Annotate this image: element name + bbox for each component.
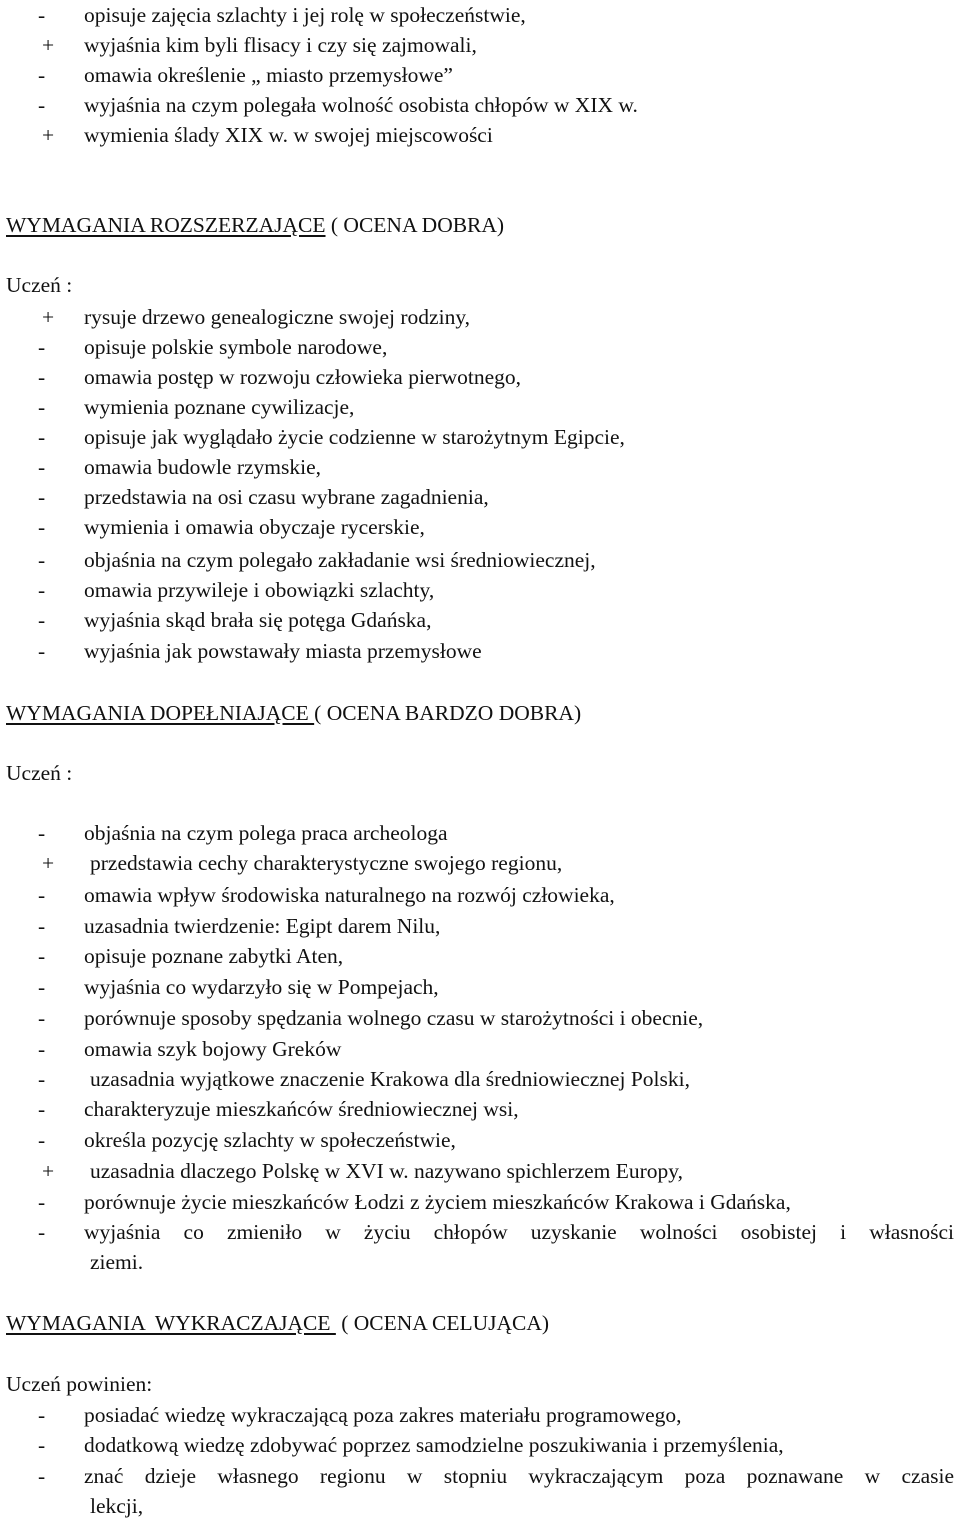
list-item bbox=[6, 605, 954, 635]
list-item bbox=[6, 1094, 954, 1124]
list-marker: - bbox=[38, 1006, 46, 1030]
list-item bbox=[6, 1125, 954, 1155]
list-marker: - bbox=[38, 639, 46, 663]
list-item bbox=[6, 30, 954, 60]
list-item-text: porównuje życie mieszkańców Łodzi z życiem mieszkańców Krakowa i Gdańska, bbox=[84, 1190, 791, 1214]
list-marker: - bbox=[38, 1097, 46, 1121]
list-item-text: omawia szyk bojowy Greków bbox=[84, 1037, 342, 1061]
list-item bbox=[6, 512, 954, 542]
list-item-text: uzasadnia twierdzenie: Egipt darem Nilu, bbox=[84, 914, 441, 938]
list-item-text: wyjaśnia co wydarzyło się w Pompejach, bbox=[84, 975, 439, 999]
list-item bbox=[6, 1156, 954, 1186]
list-marker: - bbox=[38, 578, 46, 602]
section-title-grade: ( OCENA BARDZO DOBRA) bbox=[314, 701, 582, 725]
list-item bbox=[6, 972, 954, 1002]
list-item-text: objaśnia na czym polega praca archeologa bbox=[84, 821, 448, 845]
list-item-text: uzasadnia dlaczego Polskę w XVI w. nazywano spichlerzem Europy, bbox=[90, 1159, 684, 1183]
list-item bbox=[6, 120, 954, 150]
list-marker: - bbox=[38, 485, 46, 509]
list-item-text: lekcji, bbox=[90, 1494, 144, 1518]
list-marker: - bbox=[38, 821, 46, 845]
list-item-text: wyjaśnia na czym polegała wolność osobista chłopów w XIX w. bbox=[84, 93, 638, 117]
list-item bbox=[6, 332, 954, 362]
list-item bbox=[6, 880, 954, 910]
section-label: Uczeń powinien: bbox=[6, 1372, 153, 1396]
list-marker: - bbox=[38, 425, 46, 449]
list-item-text: omawia postęp w rozwoju człowieka pierwotnego, bbox=[84, 365, 522, 389]
list-marker: - bbox=[38, 944, 46, 968]
list-marker: - bbox=[38, 1037, 46, 1061]
section-title-underlined: WYMAGANIA ROZSZERZAJĄCE bbox=[6, 213, 326, 237]
list-marker: - bbox=[38, 548, 46, 572]
list-item bbox=[6, 1187, 954, 1217]
list-item-text: przedstawia na osi czasu wybrane zagadnienia, bbox=[84, 485, 489, 509]
list-item-text: posiadać wiedzę wykraczającą poza zakres materiału programowego, bbox=[84, 1403, 682, 1427]
list-marker: - bbox=[38, 365, 46, 389]
section-label: Uczeń : bbox=[6, 761, 73, 785]
list-marker: - bbox=[38, 975, 46, 999]
list-item-text: opisuje zajęcia szlachty i jej rolę w społeczeństwie, bbox=[84, 3, 526, 27]
list-marker: - bbox=[38, 1220, 46, 1244]
list-marker: - bbox=[38, 1464, 46, 1488]
list-item-text: objaśnia na czym polegało zakładanie wsi średniowiecznej, bbox=[84, 548, 596, 572]
list-item-text: znać dzieje własnego regionu w stopniu wykraczającym poza poznawane w czasie bbox=[84, 1464, 954, 1488]
list-item bbox=[6, 0, 954, 30]
list-item-text: opisuje poznane zabytki Aten, bbox=[84, 944, 344, 968]
list-item bbox=[6, 60, 954, 90]
list-marker: + bbox=[42, 33, 55, 57]
list-item bbox=[6, 941, 954, 971]
section-heading-rozszerzajace bbox=[6, 210, 504, 240]
list-item bbox=[6, 545, 954, 575]
list-marker: - bbox=[38, 93, 46, 117]
list-item-text: wymienia i omawia obyczaje rycerskie, bbox=[84, 515, 425, 539]
list-marker: - bbox=[38, 914, 46, 938]
section-title-grade: ( OCENA CELUJĄCA) bbox=[335, 1311, 550, 1335]
list-item-text: uzasadnia wyjątkowe znaczenie Krakowa dla średniowiecznej Polski, bbox=[90, 1067, 690, 1091]
list-item bbox=[6, 818, 954, 848]
list-marker: - bbox=[38, 1403, 46, 1427]
list-marker: - bbox=[38, 1190, 46, 1214]
list-marker: - bbox=[38, 455, 46, 479]
list-item-text: wyjaśnia jak powstawały miasta przemysłowe bbox=[84, 639, 482, 663]
list-item-text: omawia określenie „ miasto przemysłowe” bbox=[84, 63, 453, 87]
list-marker: + bbox=[42, 305, 55, 329]
list-item-text: określa pozycję szlachty w społeczeństwie, bbox=[84, 1128, 456, 1152]
list-item-text: omawia wpływ środowiska naturalnego na rozwój człowieka, bbox=[84, 883, 615, 907]
list-item bbox=[6, 1217, 954, 1247]
section-title-underlined: WYMAGANIA WYKRACZAJĄCE bbox=[6, 1311, 336, 1335]
section-label: Uczeń : bbox=[6, 273, 73, 297]
list-item bbox=[6, 392, 954, 422]
list-marker: - bbox=[38, 1128, 46, 1152]
list-item-text: porównuje sposoby spędzania wolnego czasu w starożytności i obecnie, bbox=[84, 1006, 704, 1030]
list-item bbox=[6, 1430, 954, 1460]
list-item-text: wymienia ślady XIX w. w swojej miejscowości bbox=[84, 123, 493, 147]
list-item bbox=[6, 90, 954, 120]
list-marker: + bbox=[42, 1159, 55, 1183]
list-item bbox=[6, 848, 954, 878]
list-item bbox=[6, 482, 954, 512]
list-marker: - bbox=[38, 1433, 46, 1457]
list-marker: + bbox=[42, 851, 55, 875]
list-item bbox=[6, 1003, 954, 1033]
list-item-text: przedstawia cechy charakterystyczne swojego regionu, bbox=[90, 851, 563, 875]
section-title-underlined: WYMAGANIA DOPEŁNIAJĄCE bbox=[6, 701, 315, 725]
list-item bbox=[6, 1461, 954, 1491]
list-item-text: ziemi. bbox=[90, 1250, 144, 1274]
list-item bbox=[6, 1400, 954, 1430]
list-marker: - bbox=[38, 395, 46, 419]
list-item-text: wyjaśnia kim byli flisacy i czy się zajmowali, bbox=[84, 33, 477, 57]
list-item-text: wyjaśnia co zmieniło w życiu chłopów uzyskanie wolności osobistej i własności bbox=[84, 1220, 954, 1244]
list-item bbox=[6, 1064, 954, 1094]
list-item-text: opisuje jak wyglądało życie codzienne w starożytnym Egipcie, bbox=[84, 425, 625, 449]
section-title-grade: ( OCENA DOBRA) bbox=[325, 213, 505, 237]
list-item-text: charakteryzuje mieszkańców średniowiecznej wsi, bbox=[84, 1097, 519, 1121]
list-marker: + bbox=[42, 123, 55, 147]
list-item bbox=[6, 575, 954, 605]
list-item-continuation bbox=[6, 1247, 954, 1277]
list-marker: - bbox=[38, 883, 46, 907]
list-item bbox=[6, 452, 954, 482]
list-marker: - bbox=[38, 515, 46, 539]
list-item bbox=[6, 636, 954, 666]
list-marker: - bbox=[38, 1067, 46, 1091]
list-item-text: omawia przywileje i obowiązki szlachty, bbox=[84, 578, 435, 602]
list-marker: - bbox=[38, 608, 46, 632]
section-heading-wykraczajace bbox=[6, 1308, 549, 1338]
list-item-text: dodatkową wiedzę zdobywać poprzez samodzielne poszukiwania i przemyślenia, bbox=[84, 1433, 784, 1457]
list-item bbox=[6, 1034, 954, 1064]
list-item bbox=[6, 362, 954, 392]
list-item-text: rysuje drzewo genealogiczne swojej rodziny, bbox=[84, 305, 471, 329]
list-item bbox=[6, 302, 954, 332]
list-item-text: opisuje polskie symbole narodowe, bbox=[84, 335, 388, 359]
list-item-text: omawia budowle rzymskie, bbox=[84, 455, 322, 479]
list-item bbox=[6, 422, 954, 452]
list-item-continuation bbox=[6, 1491, 954, 1521]
list-marker: - bbox=[38, 335, 46, 359]
list-marker: - bbox=[38, 3, 46, 27]
list-item-text: wymienia poznane cywilizacje, bbox=[84, 395, 355, 419]
list-marker: - bbox=[38, 63, 46, 87]
list-item-text: wyjaśnia skąd brała się potęga Gdańska, bbox=[84, 608, 432, 632]
section-heading-dopelniajace bbox=[6, 698, 581, 728]
list-item bbox=[6, 911, 954, 941]
